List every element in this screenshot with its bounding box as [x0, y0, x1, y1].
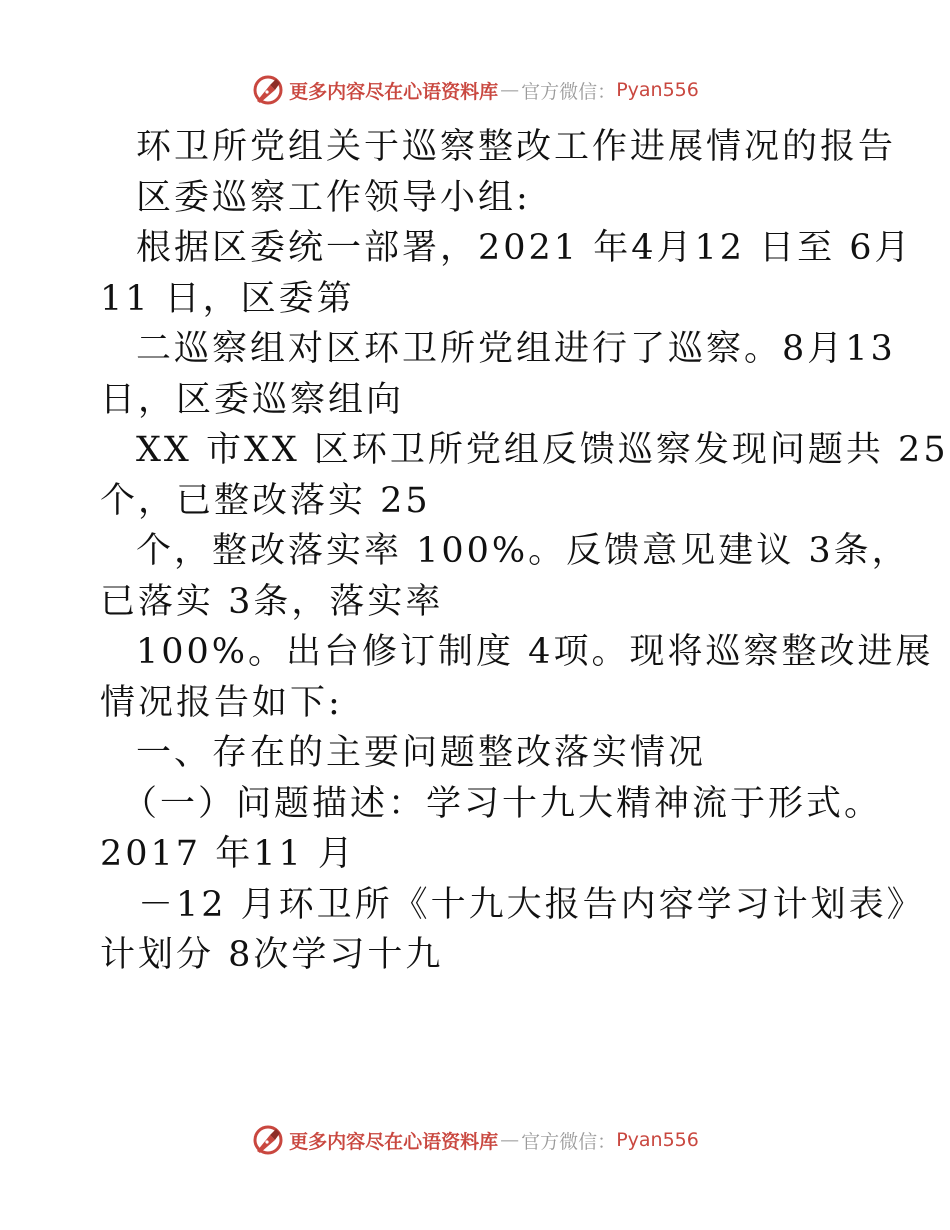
paragraph-line: 根据区委统一部署，2021 年4月12 日至 6月	[136, 228, 913, 268]
paragraph-line: 个，已整改落实 25	[100, 480, 431, 521]
paragraph-line: 日，区委巡察组向	[100, 379, 405, 420]
paragraph-line: 计划分 8次学习十九	[100, 935, 444, 975]
header-watermark	[0, 72, 950, 108]
document-body	[100, 122, 949, 981]
paragraph-line: 个，整改落实率 100%。反馈意见建议 3条，	[136, 531, 910, 571]
watermark-wechat-id: Pyan556	[616, 79, 699, 101]
salutation: 区委巡察工作领导小组:	[136, 177, 531, 218]
paragraph-line: 2017 年11 月	[100, 834, 356, 874]
document-title: 环卫所党组关于巡察整改工作进展情况的报告	[136, 127, 897, 167]
paragraph-line: 100%。出台修订制度 4项。现将巡察整改进展	[136, 632, 934, 672]
pen-nib-logo-icon	[251, 1123, 285, 1157]
watermark-official-label: 官方微信：	[521, 1130, 617, 1153]
paragraph-line: －12 月环卫所《十九大报告内容学习计划表》	[138, 884, 925, 925]
paragraph-line: 已落实 3条，落实率	[100, 581, 444, 622]
subsection-heading: （一）问题描述：学习十九大精神流于形式。	[122, 783, 883, 824]
paragraph-line: 情况报告如下:	[100, 682, 343, 723]
watermark-main-text: 更多内容尽在心语资料库	[289, 80, 499, 103]
paragraph-line: 11 日，区委第	[100, 278, 355, 319]
watermark-separator: —	[500, 79, 520, 101]
watermark-wechat-id: Pyan556	[616, 1129, 699, 1151]
paragraph-line: XX 市XX 区环卫所党组反馈巡察发现问题共 25	[136, 430, 949, 470]
watermark-separator: —	[500, 1129, 520, 1151]
paragraph-line: 二巡察组对区环卫所党组进行了巡察。8月13	[136, 329, 896, 369]
pen-nib-logo-icon	[251, 73, 285, 107]
watermark-main-text: 更多内容尽在心语资料库	[289, 1130, 499, 1153]
footer-watermark	[0, 1122, 950, 1158]
watermark-official-label: 官方微信：	[521, 80, 617, 103]
section-heading: 一、存在的主要问题整改落实情况	[136, 733, 707, 773]
